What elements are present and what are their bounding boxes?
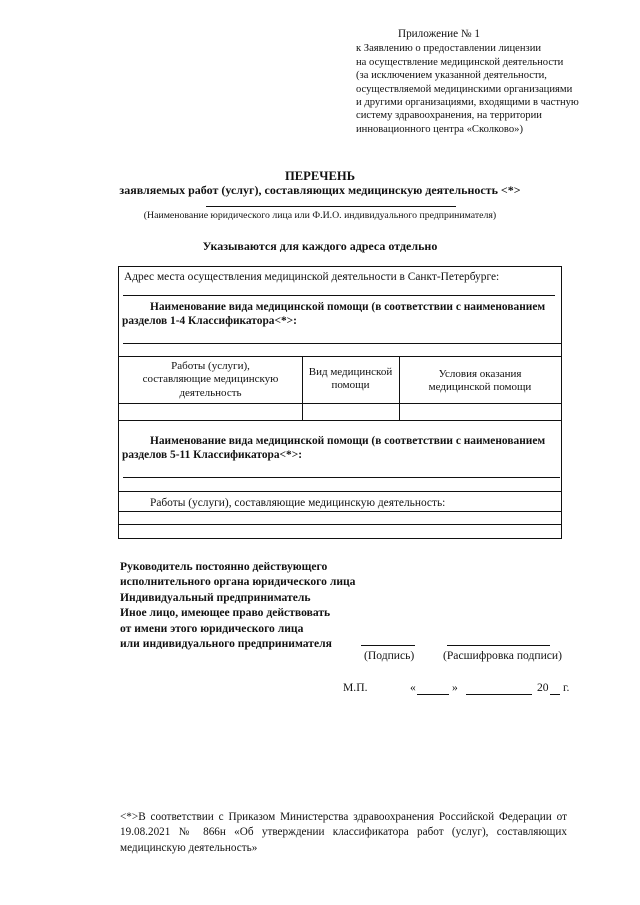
document-title: ПЕРЕЧЕНЬ [284, 169, 356, 183]
footnote: <*>В соответствии с Приказом Министерства здравоохранения Российской Федерации от 19.08.2021 № 866н «Об утверждении классификатора работ (услуг), составляющих медицинскую деятельность» [120, 811, 567, 854]
row-divider [119, 356, 561, 357]
address-fill-line [123, 295, 555, 296]
appendix-line: к Заявлению о предоставлении лицензии [356, 43, 542, 55]
column-header-care-type [302, 366, 399, 393]
date-month-line [466, 694, 532, 695]
signatory-line: исполнительного органа юридического лица [120, 575, 356, 589]
signatory-line: от имени этого юридического лица [120, 621, 304, 635]
signature-line [361, 645, 415, 646]
date-open-quote: « [410, 681, 416, 694]
stamp-label: М.П. [343, 681, 368, 694]
appendix-line: и другими организациями, входящими в частную [356, 97, 579, 109]
date-day-line [417, 694, 449, 695]
section1-fill-line [123, 343, 561, 344]
header-line: составляющие медицинскую [142, 373, 279, 386]
row-divider [119, 403, 561, 404]
signatory-line: Иное лицо, имеющее право действовать [120, 606, 331, 620]
signature-label: (Подпись) [364, 649, 415, 662]
header-line: помощи [331, 379, 370, 392]
section1-heading: разделов 1-4 Классификатора<*>: [122, 315, 297, 327]
services-table [118, 266, 562, 539]
date-year-line [550, 694, 560, 695]
header-line: Вид медицинской [308, 366, 393, 378]
appendix-line: инновационного центра «Сколково») [356, 123, 523, 135]
header-line: Работы (услуги), [171, 360, 250, 372]
date-year-suffix: г. [563, 681, 570, 694]
document-subtitle: заявляемых работ (услуг), составляющих медицинскую деятельность <*> [119, 183, 521, 197]
appendix-line: систему здравоохранения, на территории [356, 110, 542, 122]
appendix-line: на осуществление медицинской деятельности [356, 56, 564, 68]
section2-fill-line [123, 477, 560, 478]
row-divider [119, 511, 561, 512]
column-header-care-conditions [399, 368, 561, 395]
section2-heading: разделов 5-11 Классификатора<*>: [122, 449, 303, 461]
section2-heading: Наименование вида медицинской помощи (в соответствии с наименованием [150, 435, 546, 447]
appendix-line: осуществляемой медицинскими организациями [356, 83, 573, 95]
section1-heading: Наименование вида медицинской помощи (в соответствии с наименованием [150, 301, 546, 313]
date-year-prefix: 20 [537, 681, 549, 694]
signatory-line: или индивидуального предпринимателя [120, 637, 332, 651]
works-label: Работы (услуги), составляющие медицинскую деятельность: [150, 497, 446, 509]
per-address-note: Указываются для каждого адреса отдельно [202, 239, 438, 253]
appendix-block [356, 28, 616, 136]
address-label: Адрес места осуществления медицинской деятельности в Санкт-Петербурге: [124, 271, 500, 283]
appendix-line: (за исключением указанной деятельности, [356, 70, 547, 82]
header-line: Условия оказания [438, 368, 522, 380]
signatory-block [120, 559, 355, 651]
row-divider [119, 420, 561, 421]
organization-name-caption: (Наименование юридического лица или Ф.И.О. индивидуального предпринимателя) [143, 210, 497, 221]
decoding-label: (Расшифровка подписи) [443, 649, 562, 662]
signatory-line: Индивидуальный предприниматель [120, 590, 311, 604]
header-line: медицинской помощи [428, 381, 532, 394]
header-line: деятельность [179, 386, 242, 399]
decoding-line [447, 645, 550, 646]
appendix-title: Приложение № 1 [398, 28, 480, 40]
organization-name-line [206, 206, 456, 207]
row-divider [119, 491, 561, 492]
column-header-works [119, 360, 302, 400]
row-divider [119, 524, 561, 525]
signatory-line: Руководитель постоянно действующего [120, 560, 328, 573]
date-close-quote: » [452, 681, 458, 694]
